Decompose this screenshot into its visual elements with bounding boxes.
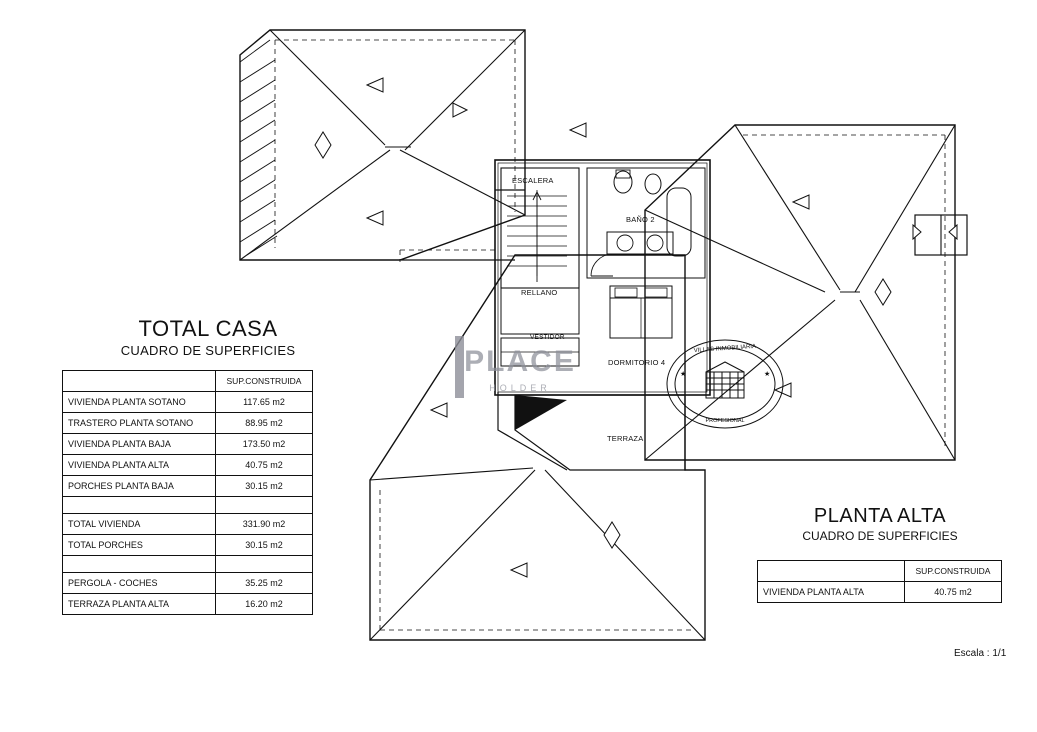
row-value: 16.20 m2 — [216, 594, 313, 615]
table-row — [63, 514, 313, 535]
room-label-bano2: BAÑO 2 — [626, 215, 655, 224]
watermark-sub-text: HOLDER — [489, 383, 551, 393]
table-row — [63, 413, 313, 434]
row-value: 30.15 m2 — [216, 476, 313, 497]
scale-label: Escala : 1/1 — [954, 648, 1007, 659]
table-row-header — [63, 371, 313, 392]
total-casa-heading — [58, 316, 358, 358]
table-spacer-row — [63, 497, 313, 514]
total-casa-title: TOTAL CASA — [138, 316, 278, 341]
row-desc: VIVIENDA PLANTA SOTANO — [63, 392, 216, 413]
row-value: 40.75 m2 — [905, 582, 1002, 603]
watermark-main-text: PLACE — [464, 345, 576, 378]
table-row — [63, 594, 313, 615]
planta-alta-subtitle: CUADRO DE SUPERFICIES — [802, 529, 958, 543]
stamp-star-right: ★ — [764, 371, 771, 378]
row-desc: TERRAZA PLANTA ALTA — [63, 594, 216, 615]
row-desc: TRASTERO PLANTA SOTANO — [63, 413, 216, 434]
row-value: 88.95 m2 — [216, 413, 313, 434]
total-casa-subtitle: CUADRO DE SUPERFICIES — [120, 343, 296, 358]
table-row-header — [758, 561, 1002, 582]
stamp-text-top: VILLAS INMOBILIARIA — [693, 343, 757, 355]
table-row — [63, 434, 313, 455]
stamp-star-left: ★ — [680, 371, 687, 378]
watermark-bar — [455, 336, 464, 398]
table-spacer-row — [63, 556, 313, 573]
header-sup-construida: SUP.CONSTRUIDA — [216, 371, 313, 392]
room-label-rellano: RELLANO — [521, 288, 558, 297]
row-value: 173.50 m2 — [216, 434, 313, 455]
row-desc: TOTAL PORCHES — [63, 535, 216, 556]
spacer-cell — [216, 497, 313, 514]
row-desc: VIVIENDA PLANTA ALTA — [63, 455, 216, 476]
table-row — [758, 582, 1002, 603]
row-value: 40.75 m2 — [216, 455, 313, 476]
spacer-cell — [63, 556, 216, 573]
room-label-escalera: ESCALERA — [512, 176, 554, 185]
header-blank-cell — [758, 561, 905, 582]
row-desc: VIVIENDA PLANTA BAJA — [63, 434, 216, 455]
row-value: 117.65 m2 — [216, 392, 313, 413]
table-row — [63, 476, 313, 497]
stamp-text-bottom: PROFESIONAL — [705, 418, 745, 424]
table-row — [63, 535, 313, 556]
planta-alta-heading — [740, 505, 1020, 543]
room-label-vestidor: VESTIDOR — [530, 334, 565, 341]
spacer-cell — [63, 497, 216, 514]
table-row — [63, 573, 313, 594]
table-row — [63, 392, 313, 413]
row-desc: VIVIENDA PLANTA ALTA — [758, 582, 905, 603]
total-casa-table — [62, 370, 313, 615]
spacer-cell — [216, 556, 313, 573]
row-desc: PERGOLA - COCHES — [63, 573, 216, 594]
room-label-dormitorio4: DORMITORIO 4 — [608, 358, 666, 367]
table-row — [63, 455, 313, 476]
row-desc: PORCHES PLANTA BAJA — [63, 476, 216, 497]
planta-alta-title: PLANTA ALTA — [813, 505, 947, 527]
row-desc: TOTAL VIVIENDA — [63, 514, 216, 535]
header-sup-construida: SUP.CONSTRUIDA — [905, 561, 1002, 582]
row-value: 30.15 m2 — [216, 535, 313, 556]
room-label-terraza: TERRAZA — [607, 434, 644, 443]
row-value: 35.25 m2 — [216, 573, 313, 594]
header-blank-cell — [63, 371, 216, 392]
row-value: 331.90 m2 — [216, 514, 313, 535]
planta-alta-table — [757, 560, 1002, 603]
